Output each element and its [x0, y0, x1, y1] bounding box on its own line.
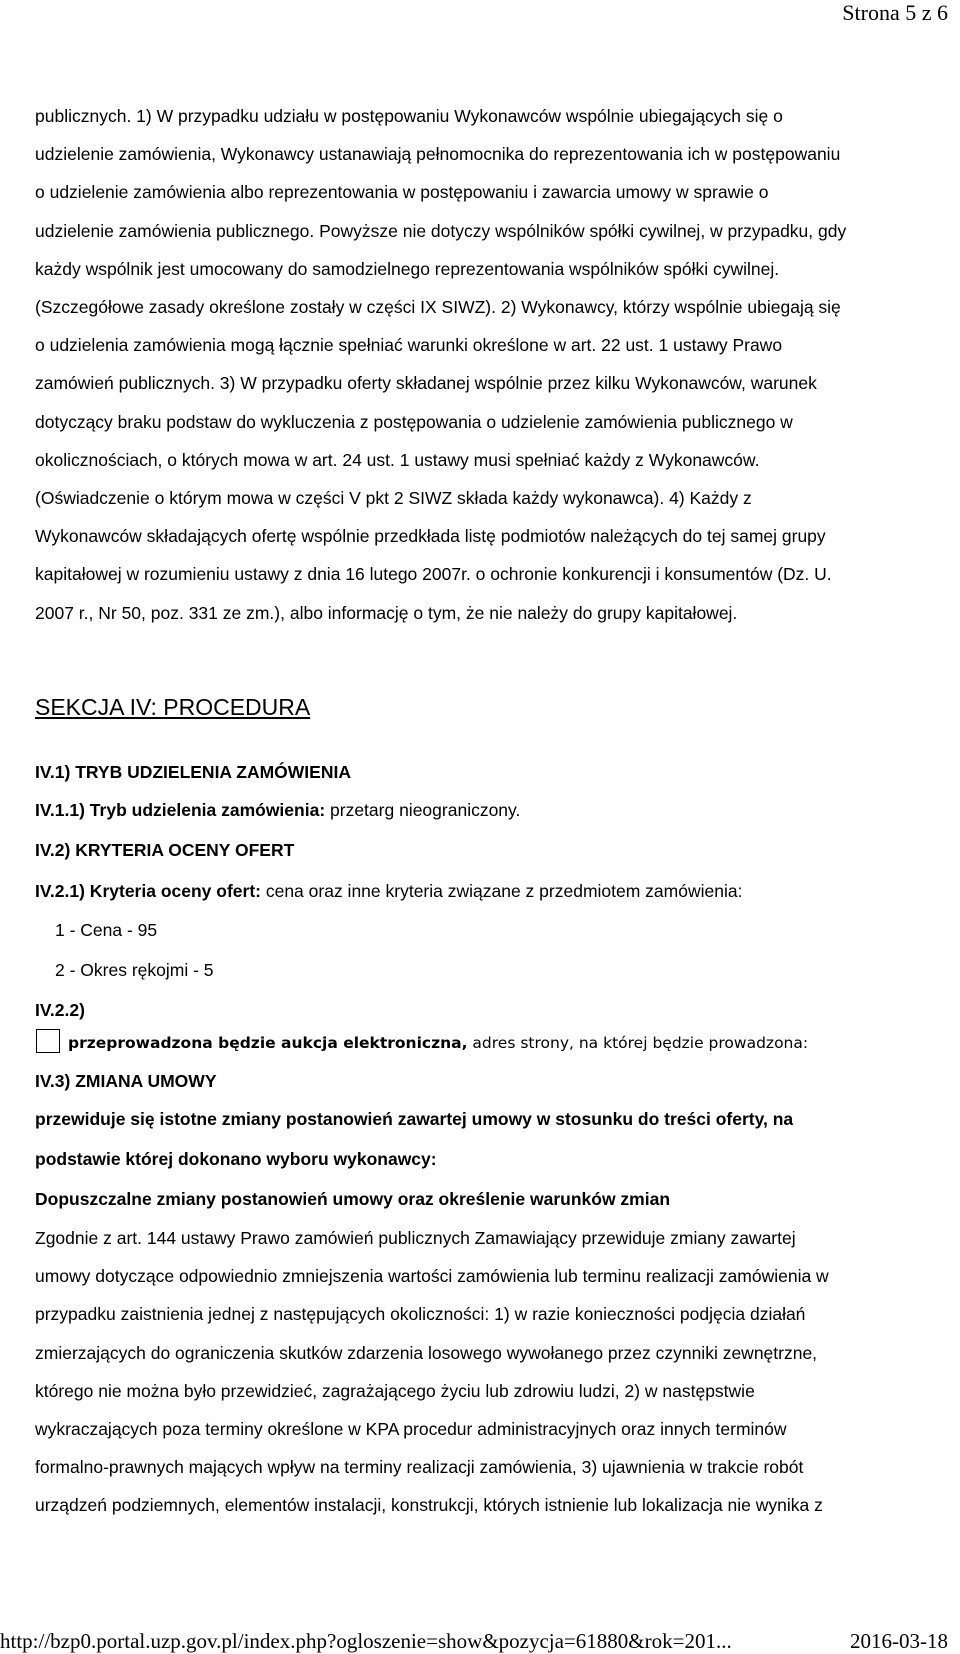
criterion-item: 2 - Okres rękojmi - 5	[55, 960, 214, 980]
iv3-heading: IV.3) ZMIANA UMOWY	[35, 1071, 217, 1091]
iv3-text-block	[35, 1219, 930, 1525]
text-line: formalno-prawnych mających wpływ na terminy realizacji zamówienia, 3) ujawnienia w trakcie robót	[35, 1457, 804, 1478]
text-line: umowy dotyczące odpowiednio zmniejszenia wartości zamówienia lub terminu realizacji zamówienia w	[35, 1266, 829, 1287]
auction-bold: przeprowadzona będzie aukcja elektroniczna,	[68, 1034, 468, 1052]
text-line: o udzielenia zamówienia mogą łącznie spełniać warunki określone w art. 22 ust. 1 ustawy Prawo	[35, 335, 783, 356]
text-line: podstawie której dokonano wyboru wykonawcy:	[35, 1149, 437, 1169]
iv21-label: IV.2.1) Kryteria oceny ofert:	[35, 881, 261, 901]
iv22-label: IV.2.2)	[35, 1000, 85, 1020]
text-line: o udzielenie zamówienia albo reprezentowania w postępowaniu i zawarcia umowy w sprawie o	[35, 182, 769, 203]
text-line: udzielenie zamówienia, Wykonawcy ustanawiają pełnomocnika do reprezentowania ich w postępowaniu	[35, 144, 841, 165]
iv3-bold-block	[35, 1099, 930, 1219]
text-line: dotyczący braku podstaw do wykluczenia z postępowania o udzielenie zamówienia publicznego w	[35, 411, 793, 432]
text-line: publicznych. 1) W przypadku udziału w postępowaniu Wykonawców wspólnie ubiegających się o	[35, 106, 783, 126]
text-line: kapitałowej w rozumieniu ustawy z dnia 16 lutego 2007r. o ochronie konkurencji i konsumentów (Dz. U.	[35, 564, 832, 585]
text-line: przewiduje się istotne zmiany postanowień zawartej umowy w stosunku do treści oferty, na	[35, 1109, 794, 1129]
text-line: udzielenie zamówienia publicznego. Powyższe nie dotyczy wspólników spółki cywilnej, w przypadku, gdy	[35, 220, 847, 241]
iv11-row	[35, 798, 520, 822]
text-line: przypadku zaistnienia jednej z następujących okoliczności: 1) w razie konieczności podjęcia działań	[35, 1304, 806, 1325]
section-title: SEKCJA IV: PROCEDURA	[35, 694, 311, 720]
iv1-heading: IV.1) TRYB UDZIELENIA ZAMÓWIENIA	[35, 762, 351, 782]
iv21-row	[35, 879, 742, 903]
auction-rest: adres strony, na której będzie prowadzona:	[467, 1034, 809, 1052]
text-line: zmierzających do ograniczenia skutków zdarzenia losowego wywołanego przez czynniki zewnętrzne,	[35, 1342, 818, 1363]
iv2-heading: IV.2) KRYTERIA OCENY OFERT	[35, 840, 295, 860]
text-line: każdy wspólnik jest umocowany do samodzielnego reprezentowania wspólników spółki cywilnej.	[35, 258, 780, 279]
auction-row	[68, 1032, 808, 1054]
text-line: Dopuszczalne zmiany postanowień umowy oraz określenie warunków zmian	[35, 1189, 671, 1209]
text-line: okolicznościach, o których mowa w art. 24 ust. 1 ustawy musi spełniać każdy z Wykonawców.	[35, 449, 760, 470]
iv11-value: przetarg nieograniczony.	[325, 800, 521, 820]
text-line: którego nie można było przewidzieć, zagrażającego życiu lub zdrowiu ludzi, 2) w następstwie	[35, 1380, 755, 1401]
text-line: 2007 r., Nr 50, poz. 331 ze zm.), albo informację o tym, że nie należy do grupy kapitałowej.	[35, 602, 738, 623]
text-line: Wykonawców składających ofertę wspólnie przedkłada listę podmiotów należących do tej samej grupy	[35, 526, 826, 547]
text-line: urządzeń podziemnych, elementów instalacji, konstrukcji, których istnienie lub lokalizacja nie wynika z	[35, 1495, 823, 1516]
footer-url[interactable]: http://bzp0.portal.uzp.gov.pl/index.php?ogloszenie=show&pozycja=61880&rok=201...	[0, 1629, 732, 1653]
text-line: (Szczegółowe zasady określone zostały w części IX SIWZ). 2) Wykonawcy, którzy wspólnie ubiegają się	[35, 297, 841, 318]
iv11-label: IV.1.1) Tryb udzielenia zamówienia:	[35, 800, 326, 820]
iv21-value: cena oraz inne kryteria związane z przedmiotem zamówienia:	[260, 881, 743, 901]
criterion-item: 1 - Cena - 95	[55, 920, 158, 940]
footer-date: 2016-03-18	[850, 1629, 948, 1653]
page-number: Strona 5 z 6	[842, 0, 948, 25]
text-line: (Oświadczenie o którym mowa w części V pkt 2 SIWZ składa każdy wykonawca). 4) Każdy z	[35, 488, 752, 509]
text-line: wykraczających poza terminy określone w KPA procedur administracyjnych oraz innych terminów	[35, 1419, 787, 1440]
intro-paragraph	[35, 97, 930, 632]
text-line: zamówień publicznych. 3) W przypadku oferty składanej wspólnie przez kilku Wykonawców, warunek	[35, 373, 817, 394]
text-line: Zgodnie z art. 144 ustawy Prawo zamówień publicznych Zamawiający przewiduje zmiany zawartej	[35, 1228, 796, 1248]
auction-checkbox[interactable]	[36, 1029, 60, 1053]
